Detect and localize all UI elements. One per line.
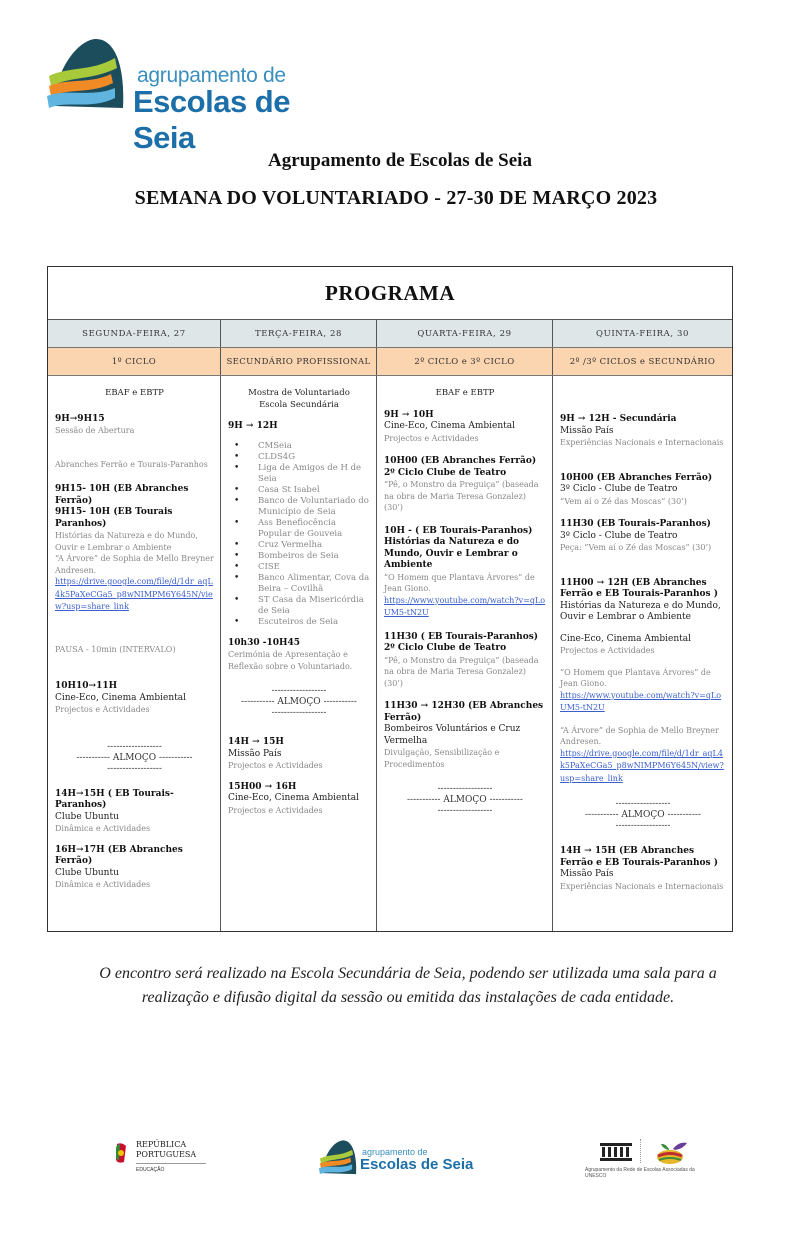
- educacao-label: EDUCAÇÃO: [136, 1167, 165, 1173]
- wednesday-youtube-link[interactable]: https://www.youtube.com/watch?v=qLoUM5-tN2U: [384, 595, 546, 617]
- monday-pause: PAUSA - 10min (INTERVALO): [55, 644, 176, 654]
- entity-item: • Cruz Vermelha: [228, 540, 370, 551]
- thursday-lunch-divider: [560, 799, 726, 832]
- thursday-missao-desc-2: Experiências Nacionais e Internacionais: [560, 881, 724, 891]
- school-logo-mark-icon: [318, 1138, 358, 1178]
- wednesday-firefighters-time: 11H30 → 12H30 (EB Abranches Ferrão): [384, 701, 544, 723]
- monday-session-time-tp: 9H15- 10H (EB Tourais Paranhos): [55, 507, 173, 529]
- tuesday-ceremony-time: 10h30 -10H45: [228, 637, 301, 648]
- divider-line: [640, 1139, 641, 1163]
- monday-venue: EBAF e EBTP: [105, 388, 164, 398]
- cycle-header-wednesday: 2º CICLO e 3º CICLO: [377, 348, 553, 375]
- monday-cineeco-time: 10H10→11H: [55, 681, 118, 691]
- monday-ubuntu-desc-1: Dinâmica e Actividades: [55, 824, 151, 833]
- wednesday-stories-title: Histórias da Natureza e do Mundo, Ouvir e Lembrar o Ambiente: [384, 537, 520, 570]
- venue-note: O encontro será realizado na Escola Secundária de Seia, podendo ser utilizada uma sala para a realização e difusão digital da sessão ou emitida das instalações de cada entidade.: [99, 965, 717, 1006]
- divider-line: [136, 1163, 206, 1164]
- footer-school-logo: [318, 1135, 478, 1180]
- thursday-drive-link[interactable]: https://drive.google.com/file/d/1dr_aqL4k5PaXeCGa5_p8wNIMPM6Y645N/view?usp=share_link: [560, 748, 724, 783]
- divider-line: ------------------: [271, 686, 327, 696]
- wednesday-stories-time: 10H - ( EB Tourais-Paranhos): [384, 525, 533, 536]
- monday-ubuntu-desc-2: Dinâmica e Actividades: [55, 880, 151, 889]
- wednesday-column: [377, 376, 553, 931]
- wednesday-venue: EBAF e EBTP: [435, 388, 495, 398]
- divider-line: ------------------: [437, 806, 493, 816]
- day-header-thursday: QUINTA-FEIRA, 30: [596, 328, 689, 339]
- day-header-row: [48, 320, 732, 348]
- entity-item: • CISE: [228, 562, 370, 573]
- thursday-youtube-link[interactable]: https://www.youtube.com/watch?v=qLoUM5-tN2U: [560, 690, 722, 712]
- footer-logo-line1: agrupamento de: [362, 1147, 428, 1157]
- wednesday-cineeco-time: 9H → 10H: [384, 409, 434, 420]
- monday-cineeco-title: Cine-Eco, Cinema Ambiental: [55, 692, 186, 703]
- thursday-missao-time: 9H → 12H - Secundária: [560, 414, 677, 424]
- thursday-column: [553, 376, 732, 931]
- tuesday-showcase-time: 9H → 12H: [228, 421, 278, 431]
- wednesday-theatre-time-2: 11H30 ( EB Tourais-Paranhos): [384, 631, 539, 642]
- tuesday-lunch-divider: [228, 686, 370, 719]
- wednesday-theatre-title-1: 2º Ciclo Clube de Teatro: [384, 467, 507, 478]
- monday-opening-time: 9H→9H15: [55, 413, 105, 424]
- tuesday-venue: Mostra de Voluntariado Escola Secundária: [248, 388, 350, 410]
- wednesday-theatre-title-2: 2º Ciclo Clube de Teatro: [384, 643, 507, 653]
- monday-cineeco-desc: Projectos e Actividades: [55, 705, 150, 714]
- thursday-stories-time: 11H00 → 12H (EB Abranches Ferrão e EB Tourais-Paranhos ): [560, 577, 719, 599]
- event-title: SEMANA DO VOLUNTARIADO - 27-30 DE MARÇO 2023: [134, 187, 658, 209]
- aspnet-network-icon: [655, 1139, 689, 1165]
- wednesday-cineeco-title: Cine-Eco, Cinema Ambiental: [384, 421, 515, 431]
- divider-line: ------------------: [107, 763, 162, 774]
- republica-portuguesa-logo: [114, 1140, 214, 1180]
- day-header-monday: SEGUNDA-FEIRA, 27: [48, 320, 221, 347]
- monday-ubuntu-title-1: Clube Ubuntu: [55, 811, 119, 822]
- thursday-cineeco-desc: Projectos e Actividades: [560, 646, 655, 655]
- monday-session-desc: Histórias da Natureza e do Mundo, Ouvir e Lembrar o Ambiente: [55, 531, 198, 552]
- school-logo: [45, 36, 345, 155]
- entity-item: • Liga de Amigos de H de Seia: [228, 463, 370, 485]
- school-logo-mark-icon: [45, 36, 127, 114]
- logo-text-line2: Escolas de Seia: [133, 84, 290, 155]
- tuesday-lunch-label: ----------- ALMOÇO -----------: [241, 697, 357, 707]
- thursday-missao-time-2: 14H → 15H (EB Abranches Ferrão e EB Tourais-Paranhos ): [560, 846, 719, 868]
- republica-line2: PORTUGUESA: [136, 1150, 197, 1159]
- tuesday-entities-list: [228, 441, 370, 628]
- monday-session-time-af: 9H15- 10H (EB Abranches Ferrão): [55, 484, 189, 506]
- unesco-caption: Agrupamento da Rede de Escolas Associadas da UNESCO: [585, 1167, 695, 1179]
- day-header-tuesday: TERÇA-FEIRA, 28: [221, 320, 377, 347]
- entity-item: • CLDS4G: [228, 452, 370, 463]
- thursday-theatre-time-2: 11H30 (EB Tourais-Paranhos): [560, 519, 711, 529]
- thursday-missao-title-2: Missão País: [560, 869, 614, 879]
- divider-line: ------------------: [107, 741, 162, 752]
- cycle-header-tuesday: SECUNDÁRIO PROFISSIONAL: [221, 348, 377, 375]
- tuesday-column: [221, 376, 377, 931]
- thursday-theatre-desc-2: Peça: “Vem aí o Zé das Moscas” (30’): [560, 543, 712, 552]
- entity-item: • CMSeia: [228, 441, 370, 452]
- wednesday-cineeco-desc: Projectos e Actividades: [384, 433, 479, 443]
- entity-item: • Bombeiros de Seia: [228, 551, 370, 562]
- cycle-header-monday: 1º CICLO: [48, 348, 221, 375]
- entity-item: • Banco Alimentar, Cova da Beira – Covilhã: [228, 573, 370, 595]
- wednesday-firefighters-title: Bombeiros Voluntários e Cruz Vermelha: [384, 724, 521, 746]
- tuesday-missao-desc: Projectos e Actividades: [228, 761, 323, 770]
- monday-session-book: “A Árvore” de Sophia de Mello Breyner Andresen.: [55, 554, 214, 575]
- wednesday-theatre-desc-2: “Pê, o Monstro da Preguiça” (baseada na obra de Maria Teresa Gonzalez) (30’): [384, 655, 539, 688]
- wednesday-stories-desc: “O Homem que Plantava Árvores” de Jean Giono.: [384, 572, 535, 593]
- monday-drive-link[interactable]: https://drive.google.com/file/d/1dr_aqL4k5PaXeCGa5_p8wNIMPM6Y645N/view?usp=share_link: [55, 577, 213, 611]
- entity-item: • ST Casa da Misericórdia de Seia: [228, 595, 370, 617]
- monday-lunch-label: ----------- ALMOÇO -----------: [76, 752, 193, 763]
- thursday-theatre-time-1: 10H00 (EB Abranches Ferrão): [560, 472, 713, 483]
- tuesday-cineeco-title: Cine-Eco, Cinema Ambiental: [228, 793, 359, 803]
- thursday-book-andresen: “A Árvore” de Sophia de Mello Breyner Andresen.: [560, 725, 719, 746]
- day-header-wednesday: QUARTA-FEIRA, 29: [377, 320, 553, 347]
- monday-ubuntu-time-1: 14H→15H ( EB Tourais-Paranhos): [55, 788, 174, 810]
- wednesday-theatre-desc-1: “Pê, o Monstro da Preguiça” (baseada na obra de Maria Teresa Gonzalez) (30’): [384, 480, 539, 512]
- divider-line: ------------------: [615, 821, 671, 831]
- thursday-book-giono: “O Homem que Plantava Árvores” de Jean Giono.: [560, 667, 711, 688]
- tuesday-missao-title: Missão País: [228, 748, 282, 759]
- tuesday-missao-time: 14H → 15H: [228, 737, 284, 747]
- republica-line1: REPÚBLICA: [136, 1140, 187, 1149]
- unesco-logo: [585, 1137, 705, 1182]
- monday-ubuntu-title-2: Clube Ubuntu: [55, 867, 119, 878]
- entity-item: • Escuteiros de Seia: [228, 617, 370, 628]
- logo-text-line1: agrupamento de: [137, 64, 286, 87]
- thursday-lunch-label: ----------- ALMOÇO -----------: [585, 810, 701, 820]
- thursday-missao-title: Missão País: [560, 425, 614, 436]
- monday-ubuntu-time-2: 16H→17H (EB Abranches Ferrão): [55, 844, 183, 866]
- monday-column: [48, 376, 221, 931]
- unesco-temple-icon: [600, 1143, 632, 1161]
- tuesday-ceremony-desc: Cerimónia de Apresentação e Reflexão sobre o Voluntariado.: [228, 650, 353, 671]
- wednesday-firefighters-desc: Divulgação, Sensibilização e Procedimentos: [384, 748, 500, 769]
- schedule-body-row: [48, 376, 732, 931]
- cycle-header-row: [48, 348, 732, 376]
- org-title: Agrupamento de Escolas de Seia: [268, 150, 532, 171]
- tuesday-cineeco-desc: Projectos e Actividades: [228, 805, 323, 815]
- thursday-theatre-desc-1: “Vem aí o Zé das Moscas” (30’): [560, 496, 687, 506]
- entity-item: • Ass Benefiocência Popular de Gouveia: [228, 518, 370, 540]
- thursday-theatre-title-2: 3º Ciclo - Clube de Teatro: [560, 530, 678, 541]
- thursday-missao-desc: Experiências Nacionais e Internacionais: [560, 438, 724, 447]
- wednesday-lunch-divider: [384, 784, 546, 817]
- divider-line: ------------------: [615, 799, 671, 809]
- thursday-theatre-title-1: 3º Ciclo - Clube de Teatro: [560, 484, 678, 494]
- programme-table: [47, 266, 733, 932]
- republica-text: [136, 1140, 196, 1160]
- footer-logo-line2: Escolas de Seia: [360, 1156, 474, 1173]
- entity-item: • Banco de Voluntariado do Município de Seia: [228, 496, 370, 518]
- wednesday-lunch-label: ----------- ALMOÇO -----------: [407, 795, 523, 805]
- entity-item: • Casa St Isabel: [228, 485, 370, 496]
- tuesday-cineeco-time: 15H00 → 16H: [228, 781, 297, 792]
- thursday-stories-title: Histórias da Natureza e do Mundo, Ouvir e Lembrar o Ambiente: [560, 600, 721, 622]
- portugal-flag-icon: [114, 1142, 128, 1164]
- cycle-header-thursday: 2º /3º CICLOS e SECUNDÁRIO: [569, 356, 716, 367]
- monday-lunch-divider: [55, 742, 214, 775]
- thursday-cineeco-title: Cine-Eco, Cinema Ambiental: [560, 633, 691, 644]
- wednesday-theatre-time-1: 10H00 (EB Abranches Ferrão): [384, 456, 537, 466]
- footer-logos: [0, 1135, 800, 1185]
- divider-line: ------------------: [271, 708, 327, 718]
- monday-schools: Abranches Ferrão e Tourais-Paranhos: [55, 459, 208, 469]
- programme-title: PROGRAMA: [48, 267, 732, 320]
- divider-line: ------------------: [437, 784, 493, 794]
- monday-opening-desc: Sessão de Abertura: [55, 426, 135, 435]
